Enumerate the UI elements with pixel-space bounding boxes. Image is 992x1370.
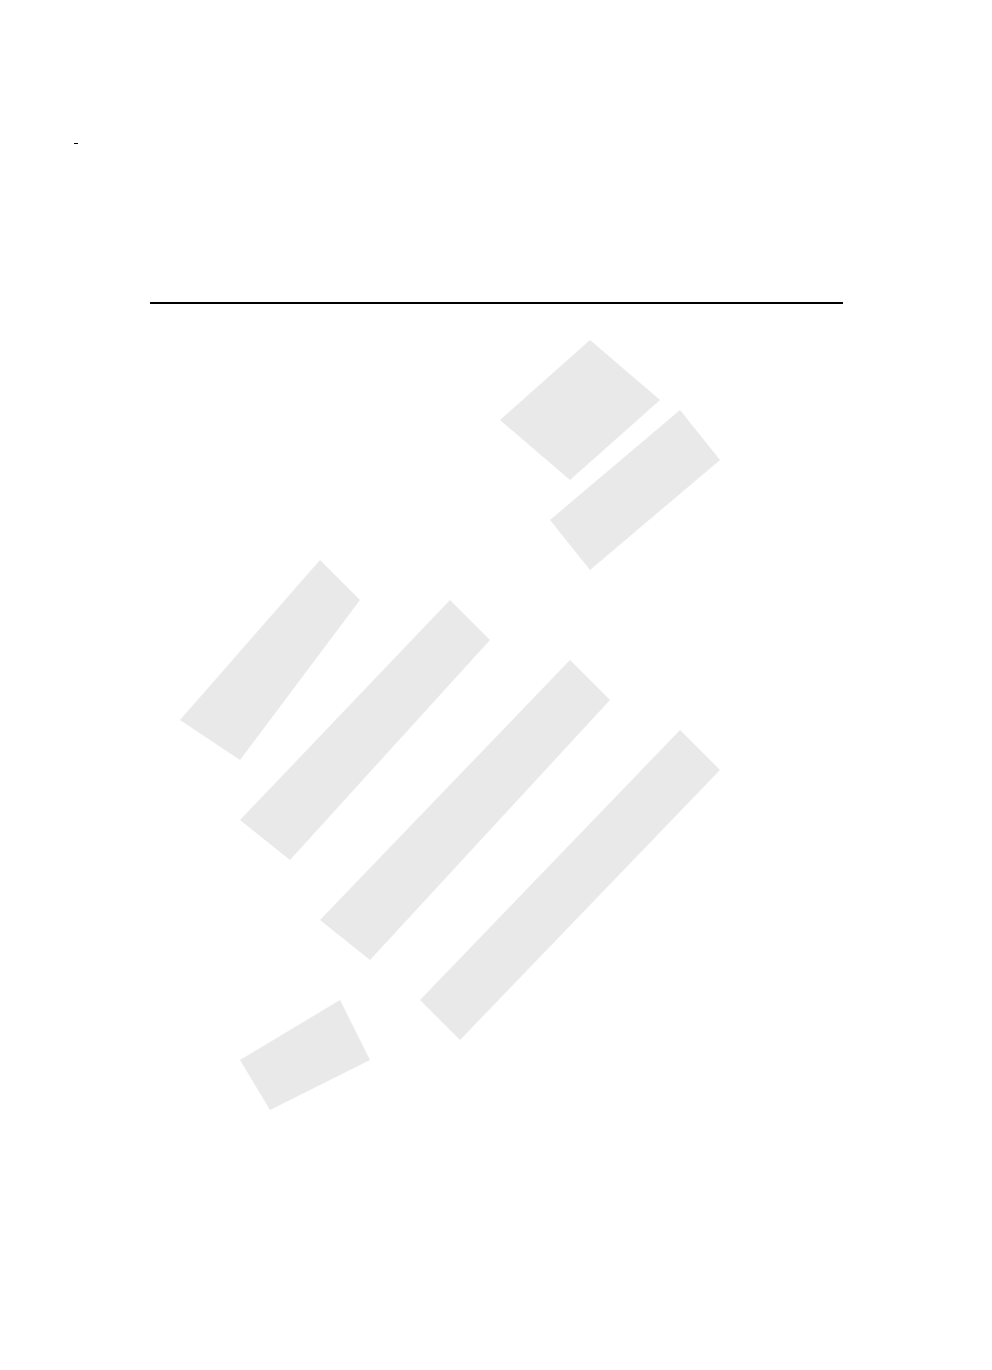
q-calculation-line	[894, 194, 924, 215]
watermark-logo	[120, 300, 780, 1120]
section-divider	[150, 302, 843, 304]
eq-fraction	[74, 143, 78, 144]
sulfate-concentration-equation	[70, 132, 82, 153]
eq-numerator	[74, 143, 78, 144]
